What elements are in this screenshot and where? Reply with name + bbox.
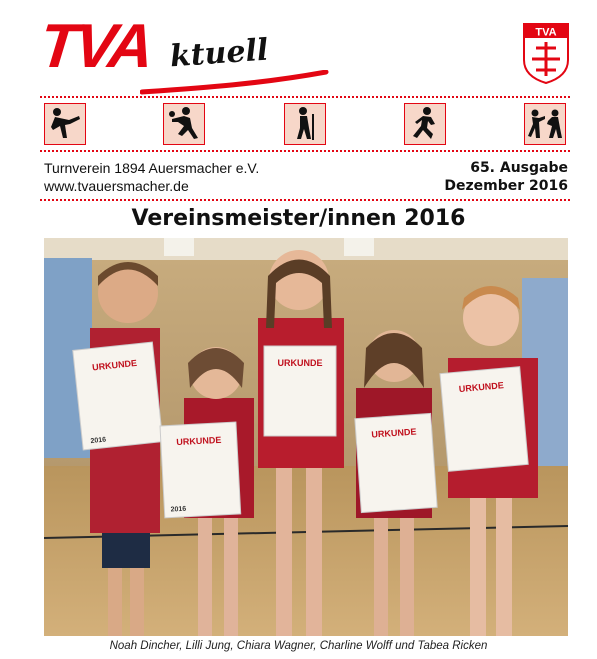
gym-scene <box>44 238 568 636</box>
hiking-figure-icon <box>284 103 326 145</box>
issue-date: Dezember 2016 <box>444 178 568 194</box>
masthead-logo <box>36 12 300 102</box>
logo-swoosh <box>140 70 330 96</box>
logo-script-text: ktuell <box>168 32 270 75</box>
divider-bottom <box>40 199 570 201</box>
certificate-title-4: URKUNDE <box>371 426 417 440</box>
page-headline: Vereinsmeister/innen 2016 <box>131 206 466 231</box>
crest-label: TVA <box>535 26 557 39</box>
certificate-year-2: 2016 <box>170 505 187 514</box>
divider-middle <box>40 150 570 152</box>
photo-caption: Noah Dincher, Lilli Jung, Chiara Wagner, Charline Wolff und Tabea Ricken <box>109 640 488 652</box>
certificate-title-3: URKUNDE <box>277 358 323 368</box>
kicking-figure-icon <box>44 103 86 145</box>
logo-main-text: TVA <box>36 12 155 81</box>
certificate-title-5: URKUNDE <box>458 380 505 395</box>
certificate-year-1: 2016 <box>90 436 107 446</box>
certificate-title-2: URKUNDE <box>176 434 222 448</box>
group-photo <box>44 238 568 636</box>
martial-arts-icon <box>524 103 566 145</box>
club-name: Turnverein 1894 Auersmacher e.V. <box>44 160 260 176</box>
divider-top <box>40 96 570 98</box>
club-website[interactable]: www.tvauersmacher.de <box>44 178 189 194</box>
issue-number: 65. Ausgabe <box>470 160 568 176</box>
certificate-title-1: URKUNDE <box>91 357 138 373</box>
running-figure-icon <box>404 103 446 145</box>
club-crest <box>522 22 570 84</box>
table-tennis-icon <box>163 103 205 145</box>
